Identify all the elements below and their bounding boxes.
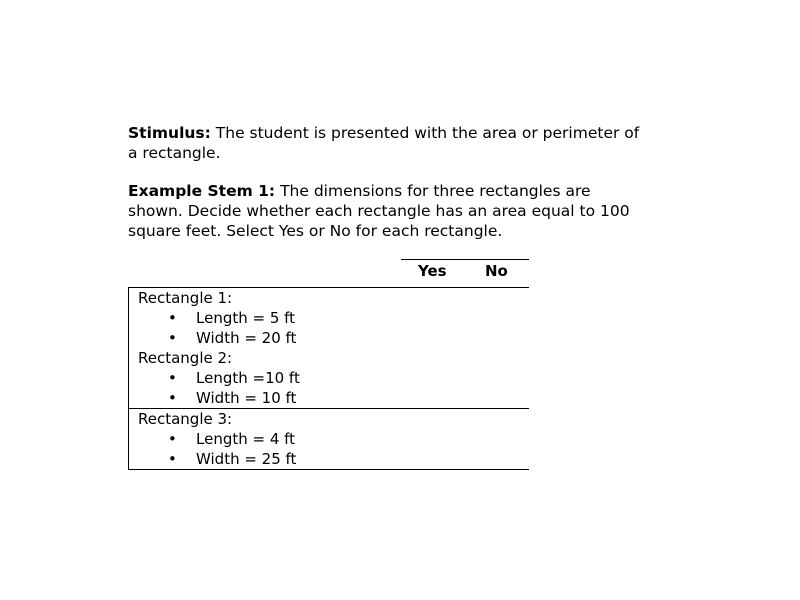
list-item <box>138 388 529 408</box>
rectangle-table <box>128 287 529 470</box>
bullet-icon: • <box>168 369 177 387</box>
stem-text-line3: square feet. Select Yes or No for each rectangle. <box>128 222 503 240</box>
table-row <box>129 408 529 469</box>
bullet-icon: • <box>168 329 177 347</box>
table-row <box>129 288 529 408</box>
stem-text-line1: The dimensions for three rectangles are <box>275 182 591 200</box>
stimulus-label: Stimulus: <box>128 124 211 142</box>
rectangle-title: Rectangle 1: <box>138 289 233 307</box>
list-item <box>138 368 529 388</box>
example-stem-paragraph <box>128 181 688 241</box>
rectangle-title: Rectangle 2: <box>138 349 233 367</box>
bullet-icon: • <box>168 309 177 327</box>
stimulus-paragraph <box>128 123 688 163</box>
bullet-icon: • <box>168 389 177 407</box>
list-item <box>138 328 529 348</box>
list-item <box>138 449 529 469</box>
length-value: Length = 5 ft <box>196 309 296 327</box>
bullet-icon: • <box>168 430 177 448</box>
width-value: Width = 20 ft <box>196 329 297 347</box>
width-value: Width = 25 ft <box>196 450 297 468</box>
width-value: Width = 10 ft <box>196 389 297 407</box>
bullet-icon: • <box>168 450 177 468</box>
rectangle-title: Rectangle 3: <box>138 410 233 428</box>
length-value: Length = 4 ft <box>196 430 296 448</box>
stimulus-text-line1: The student is presented with the area or perimeter of <box>210 124 640 142</box>
yes-column-header: Yes <box>418 262 447 280</box>
stem-text-line2: shown. Decide whether each rectangle has an area equal to 100 <box>128 202 630 220</box>
list-item <box>138 308 529 328</box>
length-value: Length =10 ft <box>196 369 300 387</box>
no-column-header: No <box>485 262 508 280</box>
stimulus-text-line2: a rectangle. <box>128 144 221 162</box>
list-item <box>138 429 529 449</box>
yes-no-header <box>401 259 529 284</box>
stem-label: Example Stem 1: <box>128 182 276 200</box>
